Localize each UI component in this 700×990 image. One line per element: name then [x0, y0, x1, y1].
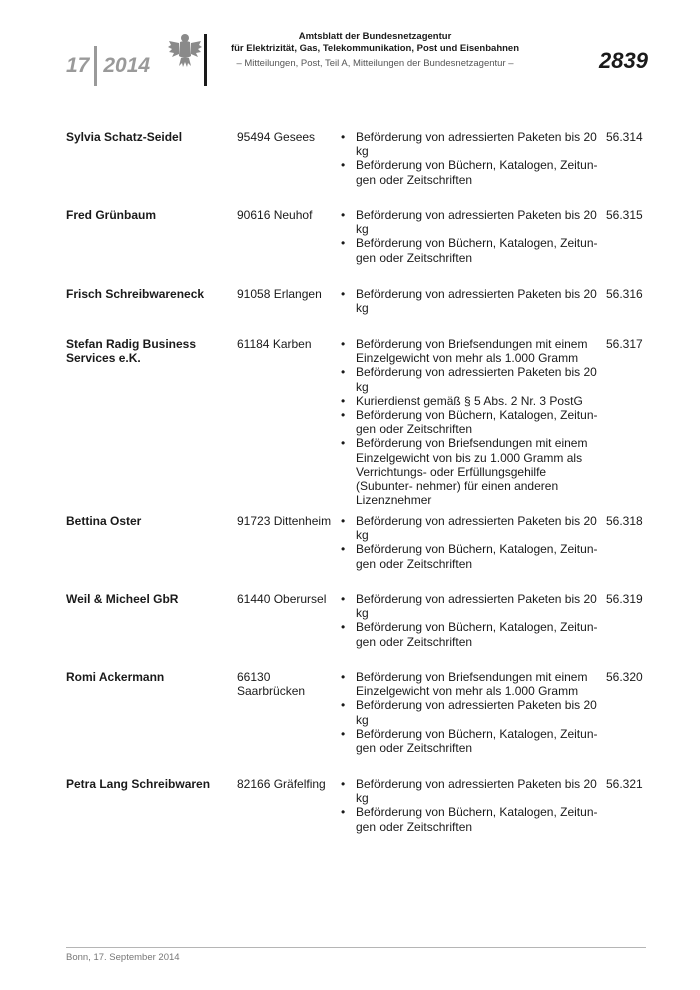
service-item: • Beförderung von Briefsendungen mit einem Einzelgewicht von mehr als 1.000 Gramm	[339, 670, 601, 698]
licensee-place: 66130 Saarbrücken	[237, 670, 306, 699]
license-number: 56.320	[606, 670, 643, 684]
service-item: • Beförderung von Büchern, Katalogen, Zeitun- gen oder Zeitschriften	[339, 620, 601, 648]
license-number: 56.314	[606, 130, 643, 144]
licensee-place: 91723 Dittenheim	[237, 514, 332, 528]
license-number: 56.315	[606, 208, 643, 222]
issue-divider	[94, 46, 97, 86]
issue-year: 2014	[103, 54, 151, 77]
service-list	[339, 670, 601, 755]
licensee-name: Petra Lang Schreibwaren	[66, 777, 211, 791]
service-item: • Beförderung von Briefsendungen mit einem Einzelgewicht von mehr als 1.000 Gramm	[339, 337, 601, 365]
journal-title	[210, 31, 540, 54]
license-number: 56.319	[606, 592, 643, 606]
service-item: • Beförderung von adressierten Paketen bis 20 kg	[339, 130, 601, 158]
licensee-name: Frisch Schreibwareneck	[66, 287, 205, 301]
licensee-name: Fred Grünbaum	[66, 208, 157, 222]
licensee-place: 61184 Karben	[237, 337, 312, 351]
service-list	[339, 777, 601, 834]
service-list	[339, 514, 601, 571]
licensee-place: 90616 Neuhof	[237, 208, 313, 222]
service-item: • Beförderung von Büchern, Katalogen, Zeitun- gen oder Zeitschriften	[339, 408, 601, 436]
page-number: 2839	[599, 48, 648, 73]
licensee-name: Weil & Micheel GbR	[66, 592, 179, 606]
federal-eagle-icon	[168, 32, 202, 70]
licensee-place: 61440 Oberursel	[237, 592, 327, 606]
service-item: • Beförderung von adressierten Paketen bis 20 kg	[339, 514, 601, 542]
footer-date: Bonn, 17. September 2014	[66, 952, 180, 963]
service-list	[339, 208, 601, 265]
service-item: • Beförderung von adressierten Paketen bis 20 kg	[339, 208, 601, 236]
service-list	[339, 130, 601, 187]
licensee-name: Sylvia Schatz-Seidel	[66, 130, 183, 144]
licensee-name: Bettina Oster	[66, 514, 142, 528]
service-list	[339, 337, 601, 507]
journal-title-line-2: für Elektrizität, Gas, Telekommunikation, Post und Eisenbahnen	[230, 42, 520, 54]
journal-title-line-1: Amtsblatt der Bundesnetzagentur	[298, 31, 452, 42]
issue-label	[66, 46, 150, 86]
service-list	[339, 592, 601, 649]
service-item: • Beförderung von adressierten Paketen bis 20 kg	[339, 287, 601, 315]
license-number: 56.316	[606, 287, 643, 301]
service-item: • Beförderung von Büchern, Katalogen, Zeitun- gen oder Zeitschriften	[339, 158, 601, 186]
footer-divider	[66, 947, 646, 948]
service-item: • Beförderung von adressierten Paketen bis 20 kg	[339, 777, 601, 805]
license-number: 56.321	[606, 777, 643, 791]
licensee-name: Romi Ackermann	[66, 670, 165, 684]
service-item: • Beförderung von Büchern, Katalogen, Zeitun- gen oder Zeitschriften	[339, 805, 601, 833]
service-item: • Beförderung von Büchern, Katalogen, Zeitun- gen oder Zeitschriften	[339, 727, 601, 755]
licensee-place: 91058 Erlangen	[237, 287, 322, 301]
journal-subtitle: – Mitteilungen, Post, Teil A, Mitteilungen der Bundesnetzagentur –	[236, 58, 514, 69]
service-item: • Beförderung von adressierten Paketen bis 20 kg	[339, 365, 601, 393]
header-divider	[204, 34, 207, 86]
license-number: 56.318	[606, 514, 643, 528]
license-number: 56.317	[606, 337, 643, 351]
issue-number: 17	[66, 54, 90, 77]
licensee-name: Stefan Radig Business Services e.K.	[66, 337, 197, 366]
service-item: • Beförderung von Büchern, Katalogen, Zeitun- gen oder Zeitschriften	[339, 236, 601, 264]
service-item: • Beförderung von adressierten Paketen bis 20 kg	[339, 698, 601, 726]
service-item: • Beförderung von Büchern, Katalogen, Zeitun- gen oder Zeitschriften	[339, 542, 601, 570]
service-item: • Beförderung von Briefsendungen mit einem Einzelgewicht von bis zu 1.000 Gramm als Verrichtungs- oder Erfüllungsgehilfe (Subunter- nehmer) für einen anderen Lizenznehmer	[339, 436, 601, 507]
service-item: • Beförderung von adressierten Paketen bis 20 kg	[339, 592, 601, 620]
service-list	[339, 287, 601, 315]
licensee-place: 82166 Gräfelfing	[237, 777, 326, 791]
service-item: • Kurierdienst gemäß § 5 Abs. 2 Nr. 3 PostG	[339, 394, 601, 408]
licensee-place: 95494 Gesees	[237, 130, 316, 144]
